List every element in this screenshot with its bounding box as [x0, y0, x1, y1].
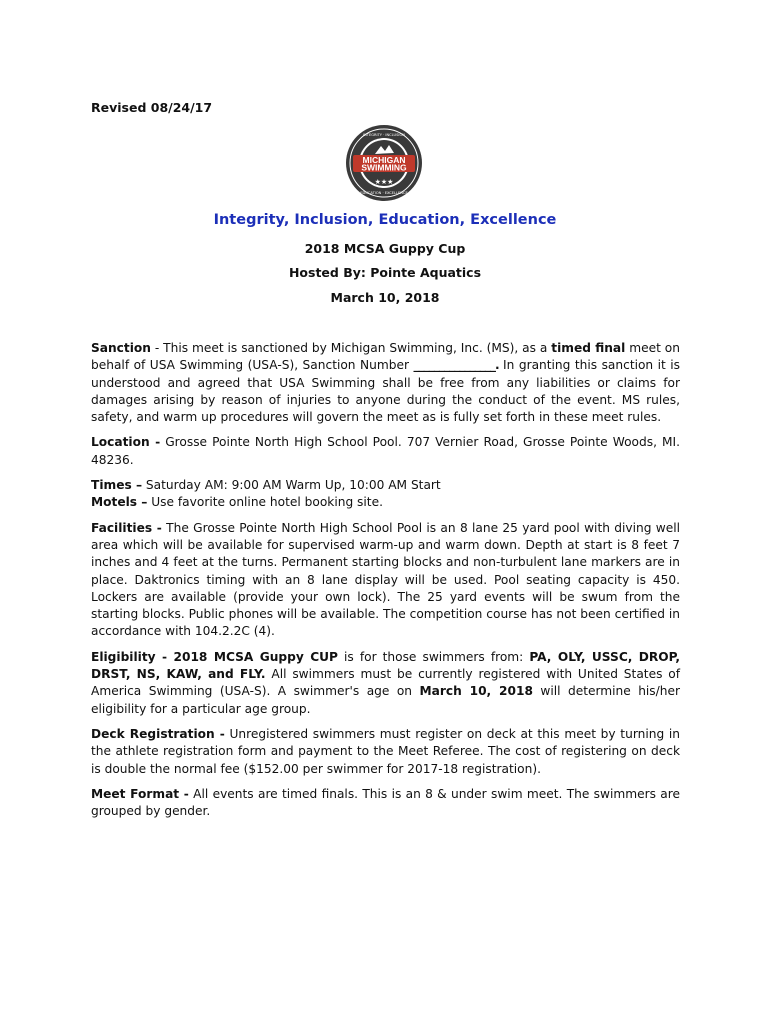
motels-paragraph [91, 494, 680, 511]
sanction-text1: - This meet is sanctioned by Michigan Swimming, Inc. (MS), as a [150, 341, 552, 355]
location-text: Grosse Pointe North High School Pool. 707 Vernier Road, Grosse Pointe Woods, MI. 48236. [91, 435, 680, 467]
logo-stars-icon: ★★★ [374, 178, 394, 186]
meet-format-paragraph [91, 786, 680, 821]
motels-text: Use favorite online hotel booking site. [147, 495, 383, 510]
deck-registration-label: Deck Registration - [91, 726, 225, 741]
eligibility-text2: All swimmers must be currently registered with United States of America Swimming (USA-S). A swimmer's age on [91, 667, 680, 699]
eligibility-label: Eligibility - 2018 MCSA Guppy CUP [91, 649, 338, 664]
eligibility-text3: will determine his/her eligibility for a particular age group. [91, 684, 680, 716]
logo-line2: SWIMMING [361, 162, 407, 173]
michigan-swimming-logo [345, 124, 423, 202]
meet-date: March 10, 2018 [330, 290, 440, 305]
deck-registration-paragraph [91, 726, 680, 778]
logo-ring-bottom: EDUCATION · EXCELLENCE [360, 191, 408, 195]
logo-line1: MICHIGAN [362, 155, 406, 165]
meet-format-text: All events are timed finals. This is an 8 & under swim meet. The swimmers are grouped by gender. [91, 786, 680, 819]
sanction-number-blank: ________________. [413, 358, 499, 373]
meet-info-body [91, 340, 680, 828]
hosted-by: Hosted By: Pointe Aquatics [288, 265, 482, 280]
eligibility-teams: PA, OLY, USSC, DROP, DRST, NS, KAW, and FLY. [91, 649, 680, 682]
meet-title: 2018 MCSA Guppy Cup [304, 241, 466, 256]
location-label: Location - [91, 435, 161, 450]
sanction-label: Sanction [91, 341, 151, 355]
eligibility-text1: is for those swimmers from: [338, 649, 530, 664]
facilities-label: Facilities - [91, 520, 162, 535]
eligibility-age-date: March 10, 2018 [419, 684, 533, 699]
sanction-paragraph [91, 340, 680, 426]
sanction-bold1: timed final [551, 341, 626, 355]
meet-format-label: Meet Format - [91, 786, 189, 801]
times-text: Saturday AM: 9:00 AM Warm Up, 10:00 AM Start [142, 478, 441, 493]
logo-ring-top: INTEGRITY · INCLUSION [363, 133, 405, 137]
logo-emblem-icon [345, 124, 423, 202]
motels-label: Motels – [91, 495, 148, 510]
location-paragraph [91, 434, 680, 469]
sanction-text3: In granting this sanction it is understood and agreed that USA Swimming shall be free from any liabilities or claims for damages arising by reason of injuries to anyone during the conduct of the event. MS rules, safety, and warm up procedures will govern the meet as is fully set forth in these meet rules. [91, 358, 680, 425]
times-label: Times – [91, 478, 143, 493]
times-paragraph [91, 477, 680, 494]
facilities-text: The Grosse Pointe North High School Pool is an 8 lane 25 yard pool with diving well area which will be available for supervised warm-up and warm down. Depth at start is 8 feet 7 inches and 4 feet at the turns. Permanent starting blocks and non-turbulent lane markers are in place. Daktronics timing with an 8 lane display will be used. Pool seating capacity is 450. Lockers are available (provide your own lock). The 25 yard events will be swum from the starting blocks. Public phones will be available. The competition course has not been certified in accordance with 104.2.2C (4). [91, 520, 680, 639]
revision-date: Revised 08/24/17 [91, 100, 213, 115]
deck-registration-text: Unregistered swimmers must register on deck at this meet by turning in the athlete registration form and payment to the Meet Referee. The cost of registering on deck is double the normal fee ($152.00 per swimmer for 2017-18 registration). [91, 726, 680, 776]
sanction-text2: meet on behalf of USA Swimming (USA-S), Sanction Number [91, 341, 680, 373]
facilities-paragraph [91, 520, 680, 641]
tagline: Integrity, Inclusion, Education, Excellence [213, 212, 557, 228]
eligibility-paragraph [91, 649, 680, 718]
